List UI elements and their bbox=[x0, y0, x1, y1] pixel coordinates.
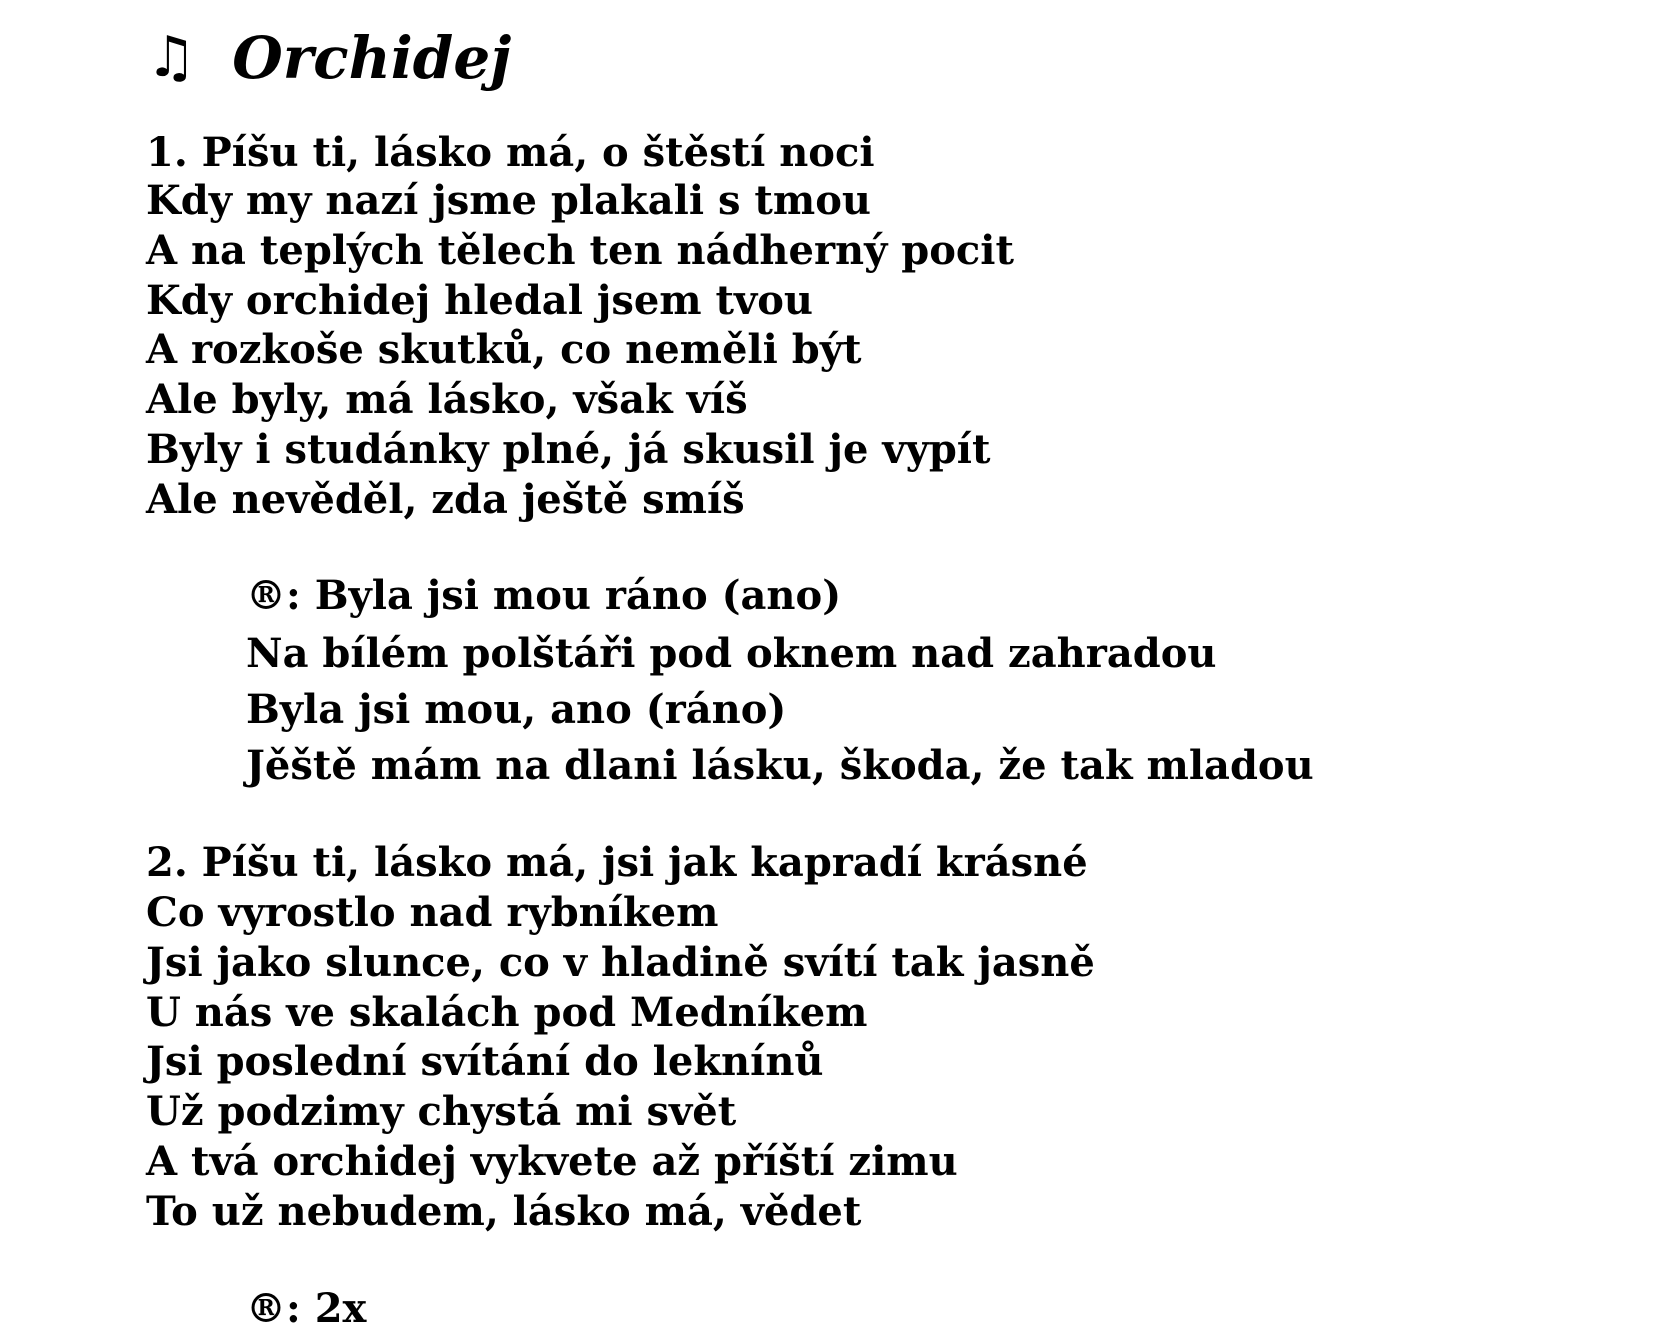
verse1-line-7: Byly i studánky plné, já skusil je vypít bbox=[146, 426, 991, 473]
chorus-repeat: ®: 2x bbox=[246, 1285, 367, 1332]
chorus-line-4: Jěště mám na dlani lásku, škoda, že tak mladou bbox=[246, 742, 1314, 789]
verse1-line-1: 1. Píšu ti, lásko má, o štěstí noci bbox=[146, 129, 875, 176]
verse2-line-3: Jsi jako slunce, co v hladině svítí tak jasně bbox=[146, 939, 1095, 986]
verse1-line-8: Ale nevěděl, zda ještě smíš bbox=[146, 476, 745, 523]
song-title: Orchidej bbox=[232, 24, 512, 92]
verse2-line-2: Co vyrostlo nad rybníkem bbox=[146, 889, 719, 936]
verse1-line-3: A na teplých tělech ten nádherný pocit bbox=[146, 227, 1014, 274]
verse1-line-2: Kdy my nazí jsme plakali s tmou bbox=[146, 177, 871, 224]
chorus-line-1: ®: Byla jsi mou ráno (ano) bbox=[246, 572, 842, 619]
verse2-line-1: 2. Píšu ti, lásko má, jsi jak kapradí krásné bbox=[146, 839, 1088, 886]
chorus-line-3: Byla jsi mou, ano (ráno) bbox=[246, 686, 787, 733]
verse2-line-7: A tvá orchidej vykvete až příští zimu bbox=[146, 1138, 958, 1185]
verse2-line-5: Jsi poslední svítání do leknínů bbox=[146, 1038, 824, 1085]
music-note-icon: ♫ bbox=[146, 25, 197, 90]
song-title-row bbox=[146, 18, 511, 98]
verse2-line-6: Už podzimy chystá mi svět bbox=[146, 1088, 737, 1135]
verse1-line-4: Kdy orchidej hledal jsem tvou bbox=[146, 277, 814, 324]
verse2-line-4: U nás ve skalách pod Medníkem bbox=[146, 989, 868, 1036]
chorus-line-2: Na bílém polštáři pod oknem nad zahradou bbox=[246, 630, 1217, 677]
verse1-line-5: A rozkoše skutků, co neměli být bbox=[146, 326, 862, 373]
verse1-line-6: Ale byly, má lásko, však víš bbox=[146, 376, 748, 423]
verse2-line-8: To už nebudem, lásko má, vědet bbox=[146, 1188, 862, 1235]
